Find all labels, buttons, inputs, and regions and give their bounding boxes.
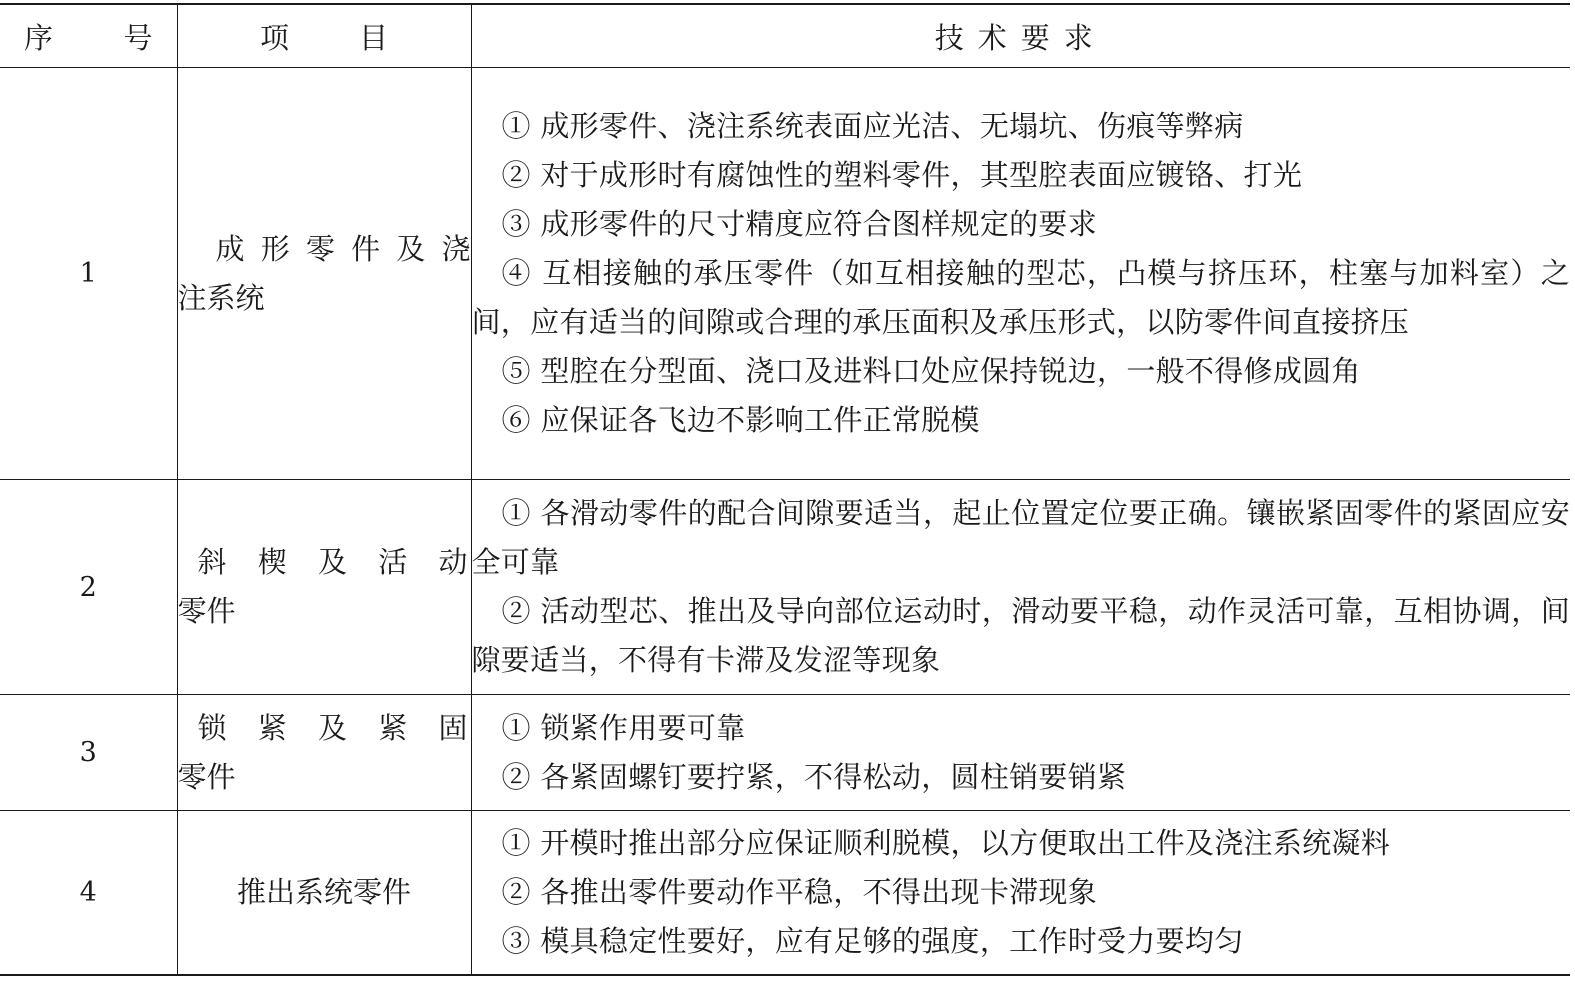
requirement-item: ② 对于成形时有腐蚀性的塑料零件，其型腔表面应镀铬、打光 [501, 158, 1303, 192]
requirement-item: ⑥ 应保证各飞边不影响工件正常脱模 [501, 403, 980, 437]
requirement-item: ③ 成形零件的尺寸精度应符合图样规定的要求 [501, 207, 1098, 241]
header-requirements-label: 技术要求 [934, 20, 1107, 55]
header-requirements [471, 4, 1570, 68]
row-requirements [471, 695, 1570, 811]
row-item [177, 68, 471, 480]
row-item-line2: 零件 [177, 759, 236, 794]
header-item [177, 4, 471, 68]
row-seq: 4 [0, 811, 177, 976]
header-item-char-1: 项 [259, 20, 289, 55]
requirement-item: ① 成形零件、浇注系统表面应光洁、无塌坑、伤痕等弊病 [501, 109, 1244, 143]
requirement-item: ② 各紧固螺钉要拧紧，不得松动，圆柱销要销紧 [501, 759, 1127, 794]
table-header-row [0, 4, 1570, 68]
row-item: 推出系统零件 [177, 811, 471, 976]
row-requirements [471, 68, 1570, 480]
row-seq: 1 [0, 68, 177, 480]
row-item-line1: 锁紧及紧固 [197, 710, 471, 745]
header-seq [0, 4, 177, 68]
requirement-item: ④ 互相接触的承压零件（如互相接触的型芯，凸模与挤压环，柱塞与加料室）之间，应有适当的间隙或合理的承压面积及承压形式，以防零件间直接挤压 [471, 256, 1570, 339]
requirement-item: ① 各滑动零件的配合间隙要适当，起止位置定位要正确。镶嵌紧固零件的紧固应安全可靠 [471, 496, 1570, 579]
row-seq: 3 [0, 695, 177, 811]
row-requirements [471, 811, 1570, 976]
table-row [0, 68, 1570, 480]
requirement-item: ① 开模时推出部分应保证顺利脱模，以方便取出工件及浇注系统凝料 [501, 826, 1391, 860]
requirement-item: ① 锁紧作用要可靠 [501, 710, 746, 745]
technical-requirements-table [0, 3, 1570, 976]
table-row [0, 695, 1570, 811]
row-item-line2: 零件 [177, 594, 236, 628]
table-row [0, 811, 1570, 976]
row-item-line1: 成形零件及浇 [215, 231, 471, 266]
row-item-line2: 注系统 [177, 280, 265, 315]
row-requirements [471, 480, 1570, 695]
row-item-line1: 斜楔及活动 [197, 545, 471, 579]
requirement-item: ⑤ 型腔在分型面、浇口及进料口处应保持锐边，一般不得修成圆角 [501, 354, 1361, 388]
row-item [177, 695, 471, 811]
header-item-char-2: 目 [359, 20, 389, 55]
row-item [177, 480, 471, 695]
header-seq-char-1: 序 [24, 20, 54, 55]
requirement-item: ② 活动型芯、推出及导向部位运动时，滑动要平稳，动作灵活可靠，互相协调，间隙要适当，不得有卡滞及发涩等现象 [471, 594, 1570, 677]
requirement-item: ③ 模具稳定性要好，应有足够的强度，工作时受力要均匀 [501, 924, 1244, 958]
row-seq: 2 [0, 480, 177, 695]
header-seq-char-2: 号 [123, 20, 153, 55]
table-row [0, 480, 1570, 695]
requirement-item: ② 各推出零件要动作平稳，不得出现卡滞现象 [501, 875, 1098, 909]
